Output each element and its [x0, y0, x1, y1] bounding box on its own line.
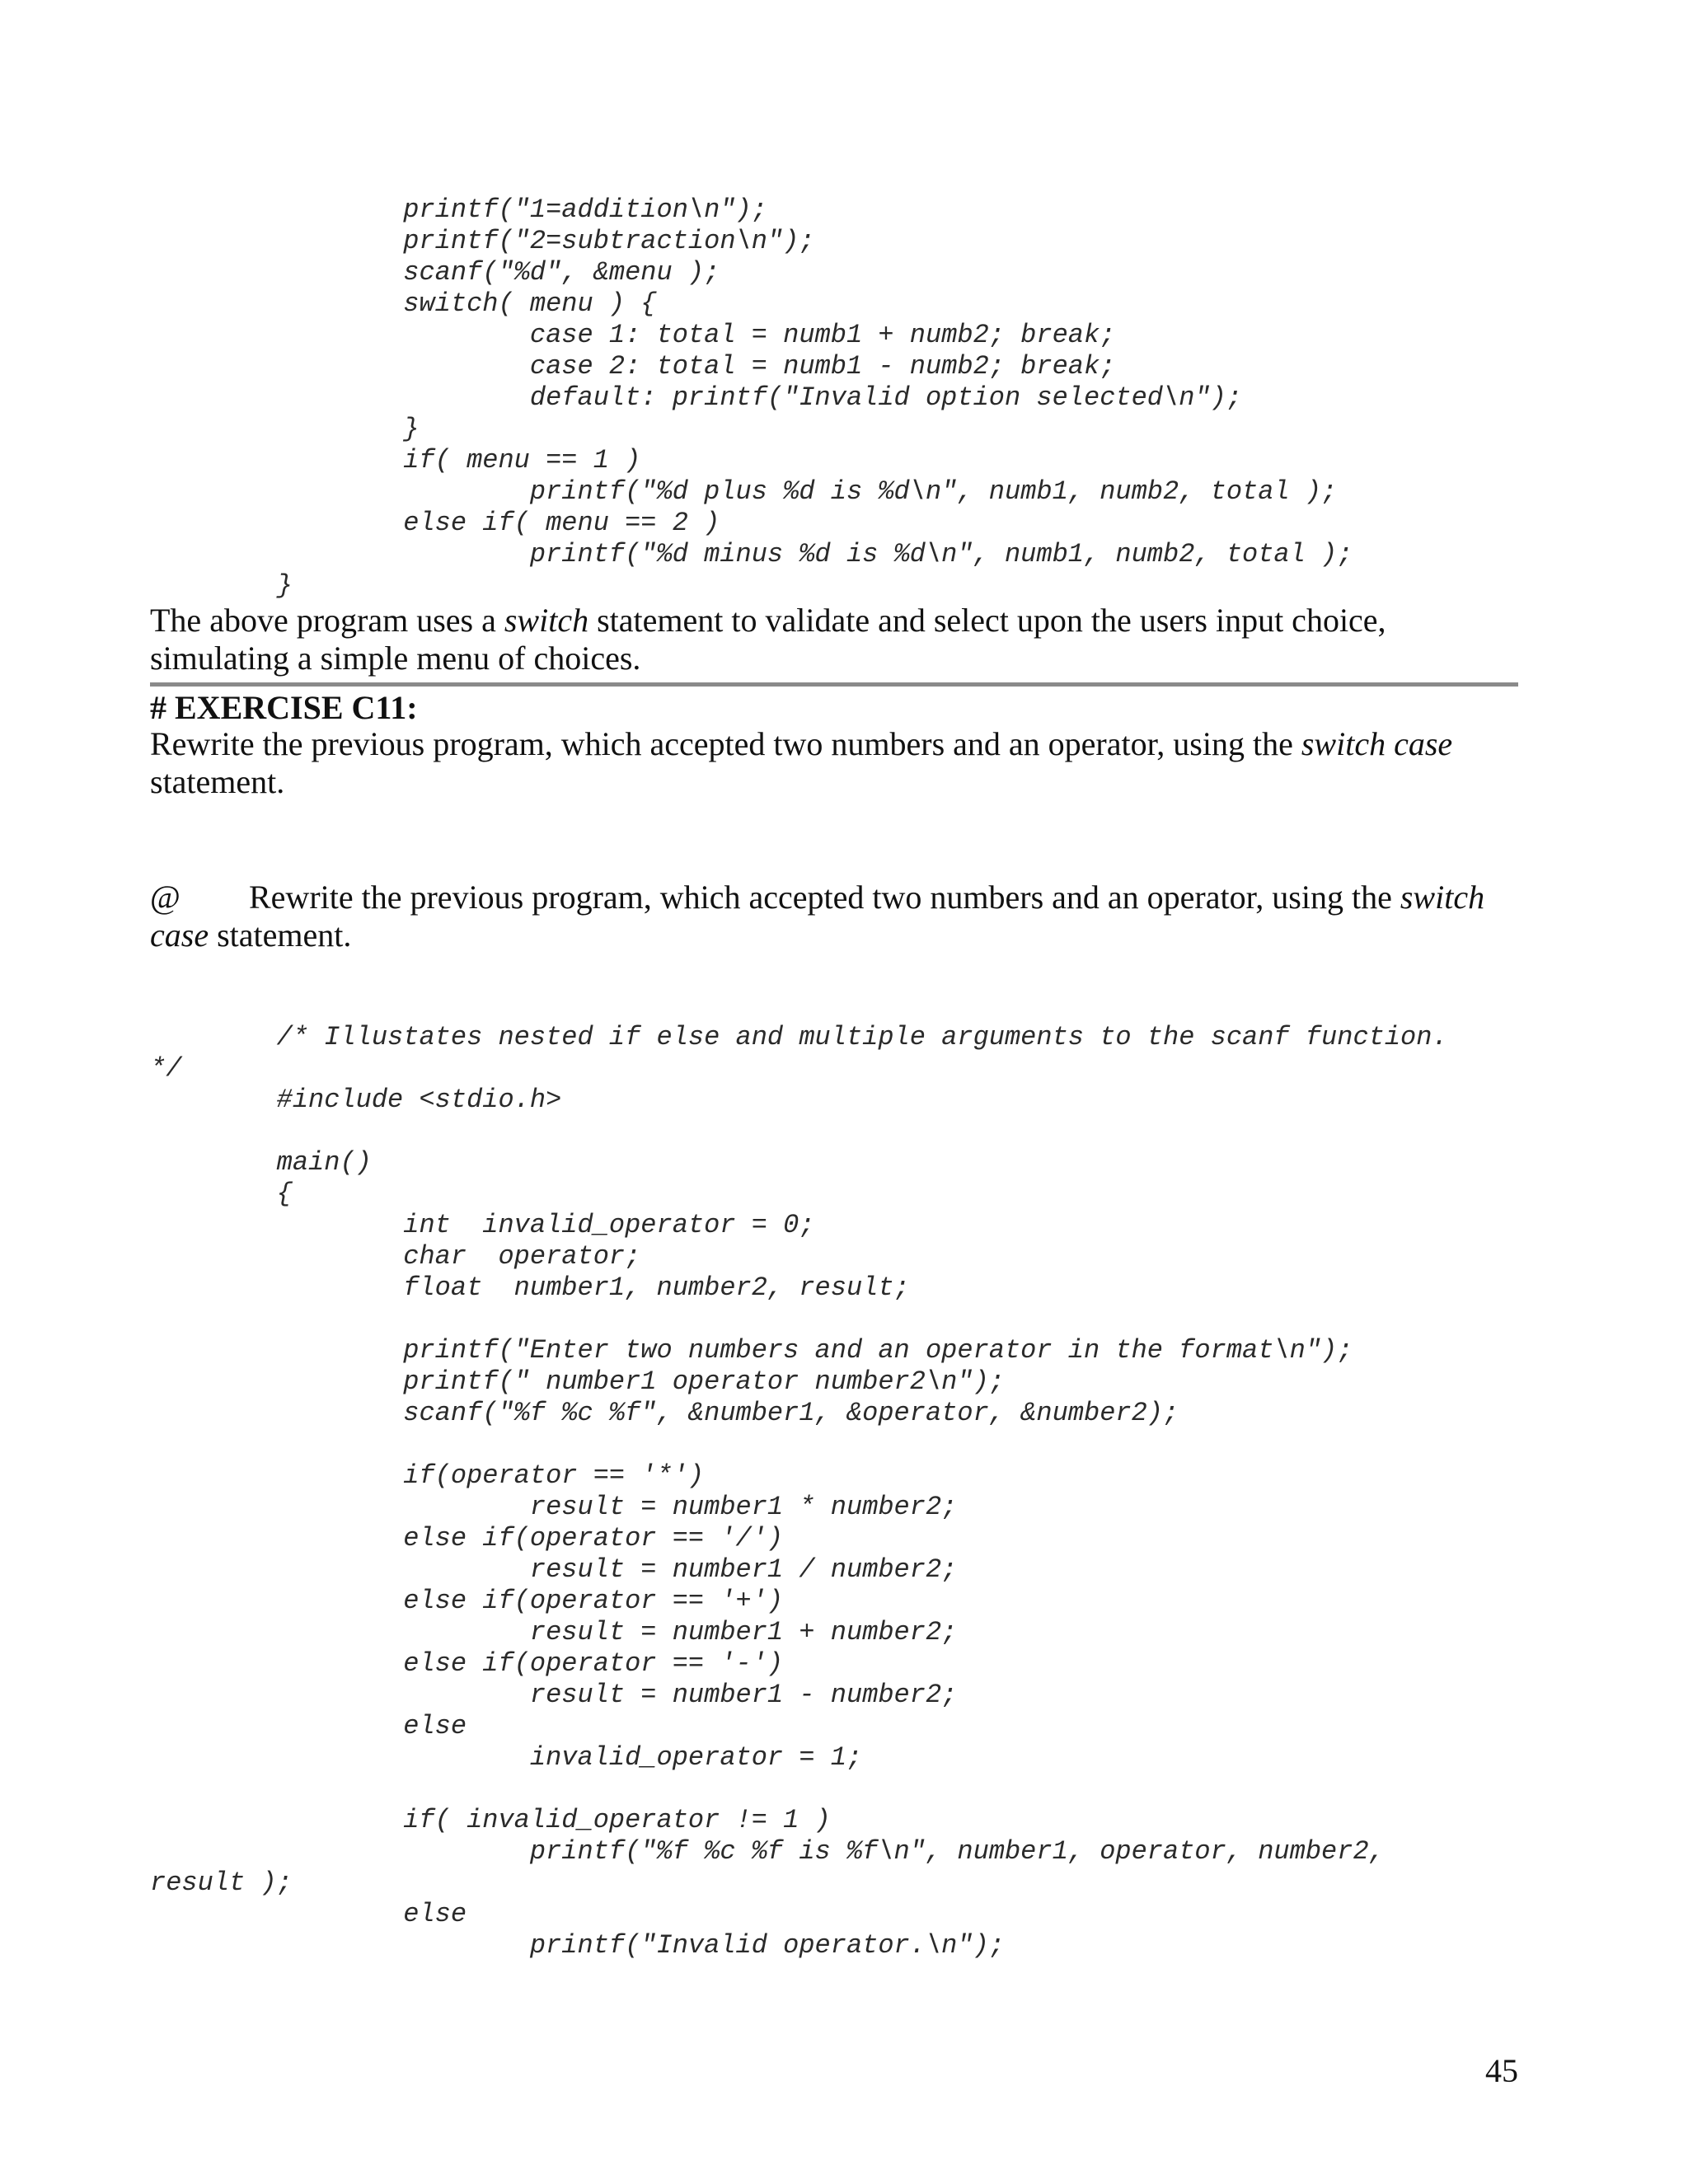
- answer-marker: @: [150, 879, 181, 916]
- code-line: printf("%d minus %d is %d\n", numb1, numb2, total );: [150, 539, 1353, 569]
- exercise-instructions: [150, 725, 1518, 801]
- paragraph-emphasis-switch: switch: [504, 602, 589, 639]
- exercise-text-before: Rewrite the previous program, which accepted two numbers and an operator, using the: [150, 725, 1301, 762]
- code-line: printf("Enter two numbers and an operator in the format\n");: [150, 1335, 1353, 1366]
- code-listing-menu: [150, 194, 1353, 602]
- exercise-divider: [150, 682, 1518, 687]
- code-line: printf("Invalid operator.\n");: [150, 1930, 1005, 1961]
- code-line: result = number1 - number2;: [150, 1680, 958, 1710]
- code-line: else: [150, 1711, 467, 1741]
- code-line: else if(operator == '-'): [150, 1648, 784, 1679]
- code-line: printf("1=addition\n");: [150, 194, 767, 225]
- code-line: float number1, number2, result;: [150, 1272, 910, 1303]
- code-line: if(operator == '*'): [150, 1460, 705, 1491]
- code-line: else: [150, 1899, 467, 1929]
- code-line: else if( menu == 2 ): [150, 508, 720, 538]
- code-line: switch( menu ) {: [150, 288, 657, 319]
- code-line: main(): [150, 1147, 372, 1178]
- page-number: 45: [1485, 2052, 1518, 2089]
- code-line: [150, 1429, 1448, 1460]
- code-line: }: [150, 414, 420, 444]
- code-line: {: [150, 1179, 293, 1209]
- code-line: printf("%f %c %f is %f\n", number1, operator, number2,: [150, 1836, 1385, 1867]
- code-line: if( invalid_operator != 1 ): [150, 1805, 831, 1835]
- code-line: /* Illustates nested if else and multiple arguments to the scanf function.: [150, 1022, 1448, 1052]
- exercise-text-emphasis: switch case: [1301, 725, 1453, 762]
- code-line: scanf("%f %c %f", &number1, &operator, &number2);: [150, 1398, 1179, 1428]
- code-line: [150, 1774, 1448, 1805]
- answer-emphasis-case: case: [150, 916, 209, 954]
- answer-text-after: statement.: [209, 916, 352, 954]
- code-line: [150, 1116, 1448, 1147]
- code-line: [150, 1304, 1448, 1335]
- answer-text-before: Rewrite the previous program, which accepted two numbers and an operator, using the: [249, 879, 1400, 916]
- code-line: result );: [150, 1868, 293, 1898]
- answer-paragraph: [150, 879, 1518, 954]
- code-line: scanf("%d", &menu );: [150, 257, 720, 288]
- code-line: default: printf("Invalid option selected\n");: [150, 382, 1243, 413]
- code-line: int invalid_operator = 0;: [150, 1210, 815, 1240]
- code-line: }: [150, 570, 293, 601]
- code-line: result = number1 + number2;: [150, 1617, 958, 1647]
- exercise-title: # EXERCISE C11:: [150, 689, 418, 726]
- code-line: else if(operator == '/'): [150, 1523, 784, 1554]
- code-line: if( menu == 1 ): [150, 445, 641, 476]
- code-line: result = number1 * number2;: [150, 1492, 958, 1522]
- code-line: invalid_operator = 1;: [150, 1742, 863, 1773]
- code-listing-calculator: [150, 1022, 1448, 1961]
- paragraph-text-before: The above program uses a: [150, 602, 504, 639]
- code-line: char operator;: [150, 1241, 641, 1272]
- code-line: printf(" number1 operator number2\n");: [150, 1366, 1005, 1397]
- code-line: #include <stdio.h>: [150, 1085, 562, 1115]
- code-line: else if(operator == '+'): [150, 1586, 784, 1616]
- paragraph-text-after: statement to validate and select upon the users input choice, simulating a simple menu of choices.: [150, 602, 1386, 677]
- paragraph-switch-explanation: [150, 602, 1518, 677]
- code-line: case 1: total = numb1 + numb2; break;: [150, 320, 1116, 350]
- code-line: printf("%d plus %d is %d\n", numb1, numb2, total );: [150, 476, 1338, 507]
- exercise-text-after: statement.: [150, 763, 285, 800]
- answer-emphasis-switch: switch: [1400, 879, 1485, 916]
- code-line: printf("2=subtraction\n");: [150, 226, 815, 256]
- code-line: result = number1 / number2;: [150, 1554, 958, 1585]
- code-line: */: [150, 1053, 182, 1084]
- code-line: case 2: total = numb1 - numb2; break;: [150, 351, 1116, 382]
